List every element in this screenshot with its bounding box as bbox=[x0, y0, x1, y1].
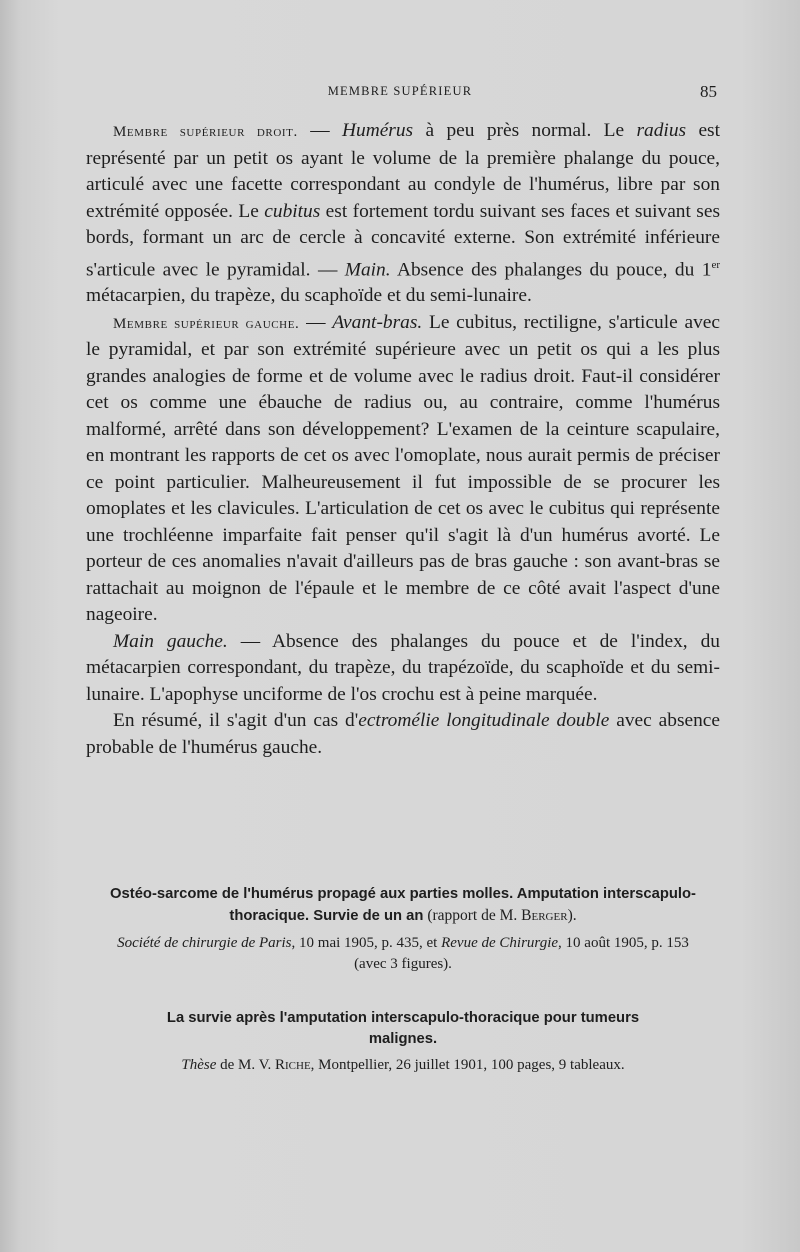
source-name: Thèse bbox=[181, 1057, 217, 1073]
italic-term: cubitus bbox=[264, 200, 321, 222]
superscript: er bbox=[711, 258, 720, 271]
text-run: , Montpellier, 26 juillet 1901, 100 pages, 9 tableaux. bbox=[310, 1057, 625, 1073]
italic-term: Avant-bras. bbox=[332, 311, 423, 333]
text-run: est fortement tordu suivant ses faces et suivant ses bords, formant un arc de cercle à concavité externe. Son extrémité inférieure s'articule avec le pyramidal. — bbox=[86, 200, 720, 280]
section-lead: Membre supérieur droit. bbox=[113, 124, 298, 140]
entry-title-text: Ostéo-sarcome de l'humérus propagé aux parties molles. Amputation interscapulo-thoracique. Survie de un an bbox=[110, 886, 696, 924]
entry-note bbox=[423, 907, 576, 924]
entry-title-osteosarcoma bbox=[100, 884, 706, 927]
text-run: , 10 mai 1905, p. 435, et bbox=[291, 935, 442, 951]
source-name: Société de chirurgie de Paris bbox=[117, 935, 292, 951]
text-run: — Absence des phalanges du pouce et de l'index, du métacarpien correspondant, du trapèze, du trapézoïde, du scaphoïde et du semi-lunaire. L'apophyse unciforme de l'os crochu est à peine marquée. bbox=[86, 630, 720, 705]
text-run: Absence des phalanges du pouce, du 1 bbox=[390, 258, 712, 280]
text-run: (rapport de M. bbox=[423, 907, 522, 924]
text-run: — bbox=[299, 311, 333, 333]
show-through-text bbox=[90, 1070, 730, 1190]
source-name: Revue de Chirurgie bbox=[441, 935, 559, 951]
text-run: ). bbox=[567, 907, 577, 924]
entry-author: Berger bbox=[521, 907, 568, 924]
text-run: à peu près normal. Le bbox=[413, 120, 637, 141]
paragraph-left-hand bbox=[86, 629, 720, 709]
entry-author: Riche bbox=[275, 1057, 311, 1073]
page-number: 85 bbox=[700, 82, 717, 101]
entry-source-survival bbox=[104, 1055, 702, 1076]
entry-title-text: La survie après l'amputation interscapulo-thoracique pour tumeurs malignes. bbox=[166, 1010, 640, 1047]
text-run: — bbox=[297, 120, 342, 141]
italic-term: Main gauche. bbox=[113, 630, 228, 652]
main-text bbox=[86, 118, 720, 761]
text-run: avec absence probable de l'humérus gauche. bbox=[86, 710, 721, 758]
text-run: , 10 août 1905, p. 153 (avec 3 figures). bbox=[354, 935, 689, 972]
italic-term: Main. bbox=[344, 258, 391, 280]
entry-source-osteosarcoma bbox=[104, 933, 702, 975]
section-lead: Membre supérieur gauche. bbox=[113, 315, 300, 332]
text-run: de M. V. bbox=[216, 1057, 275, 1073]
text-run: En résumé, il s'agit d'un cas d' bbox=[113, 710, 359, 732]
paragraph-right-limb bbox=[86, 118, 720, 310]
text-run: est représenté par un petit os ayant le volume de la première phalange du pouce, articulé avec une facette correspondant au condyle de l'humérus, libre par son extrémité opposée. Le bbox=[86, 120, 720, 222]
italic-term: ectromélie longitudinale double bbox=[358, 710, 610, 732]
text-run: Le cubitus, rectiligne, s'articule avec le pyramidal, et par son extrémité supérieure avec un petit os qui a les plus grandes analogies de forme et de volume avec le radius droit. Faut-il considérer cet os comme une ébauche de radius ou, au contraire, comme l'humérus malformé, arrêté dans son développement? L'examen de la ceinture scapulaire, en montrant les rapports de cet os avec l'omoplate, nous aurait permis de préciser ce point particulier. Malheureusement il fut impossible de se procurer les omoplates et les clavicules. L'articulation de cet os avec le cubitus qui représente une trochléenne imparfaite fait penser qu'il s'agit là d'un humérus avorté. Le porteur de ces anomalies n'avait d'ailleurs pas de bras gauche : son avant-bras se rattachait au moignon de l'épaule et le membre de ce côté avait l'aspect d'une nageoire. bbox=[86, 311, 720, 626]
italic-term: Humérus bbox=[342, 120, 414, 141]
italic-term: radius bbox=[636, 120, 687, 141]
running-head: MEMBRE SUPÉRIEUR bbox=[327, 84, 473, 98]
entry-title-survival bbox=[150, 1008, 656, 1050]
paragraph-left-limb bbox=[86, 310, 720, 629]
text-run: métacarpien, du trapèze, du scaphoïde et du semi-lunaire. bbox=[86, 285, 532, 307]
paragraph-summary bbox=[86, 708, 720, 761]
